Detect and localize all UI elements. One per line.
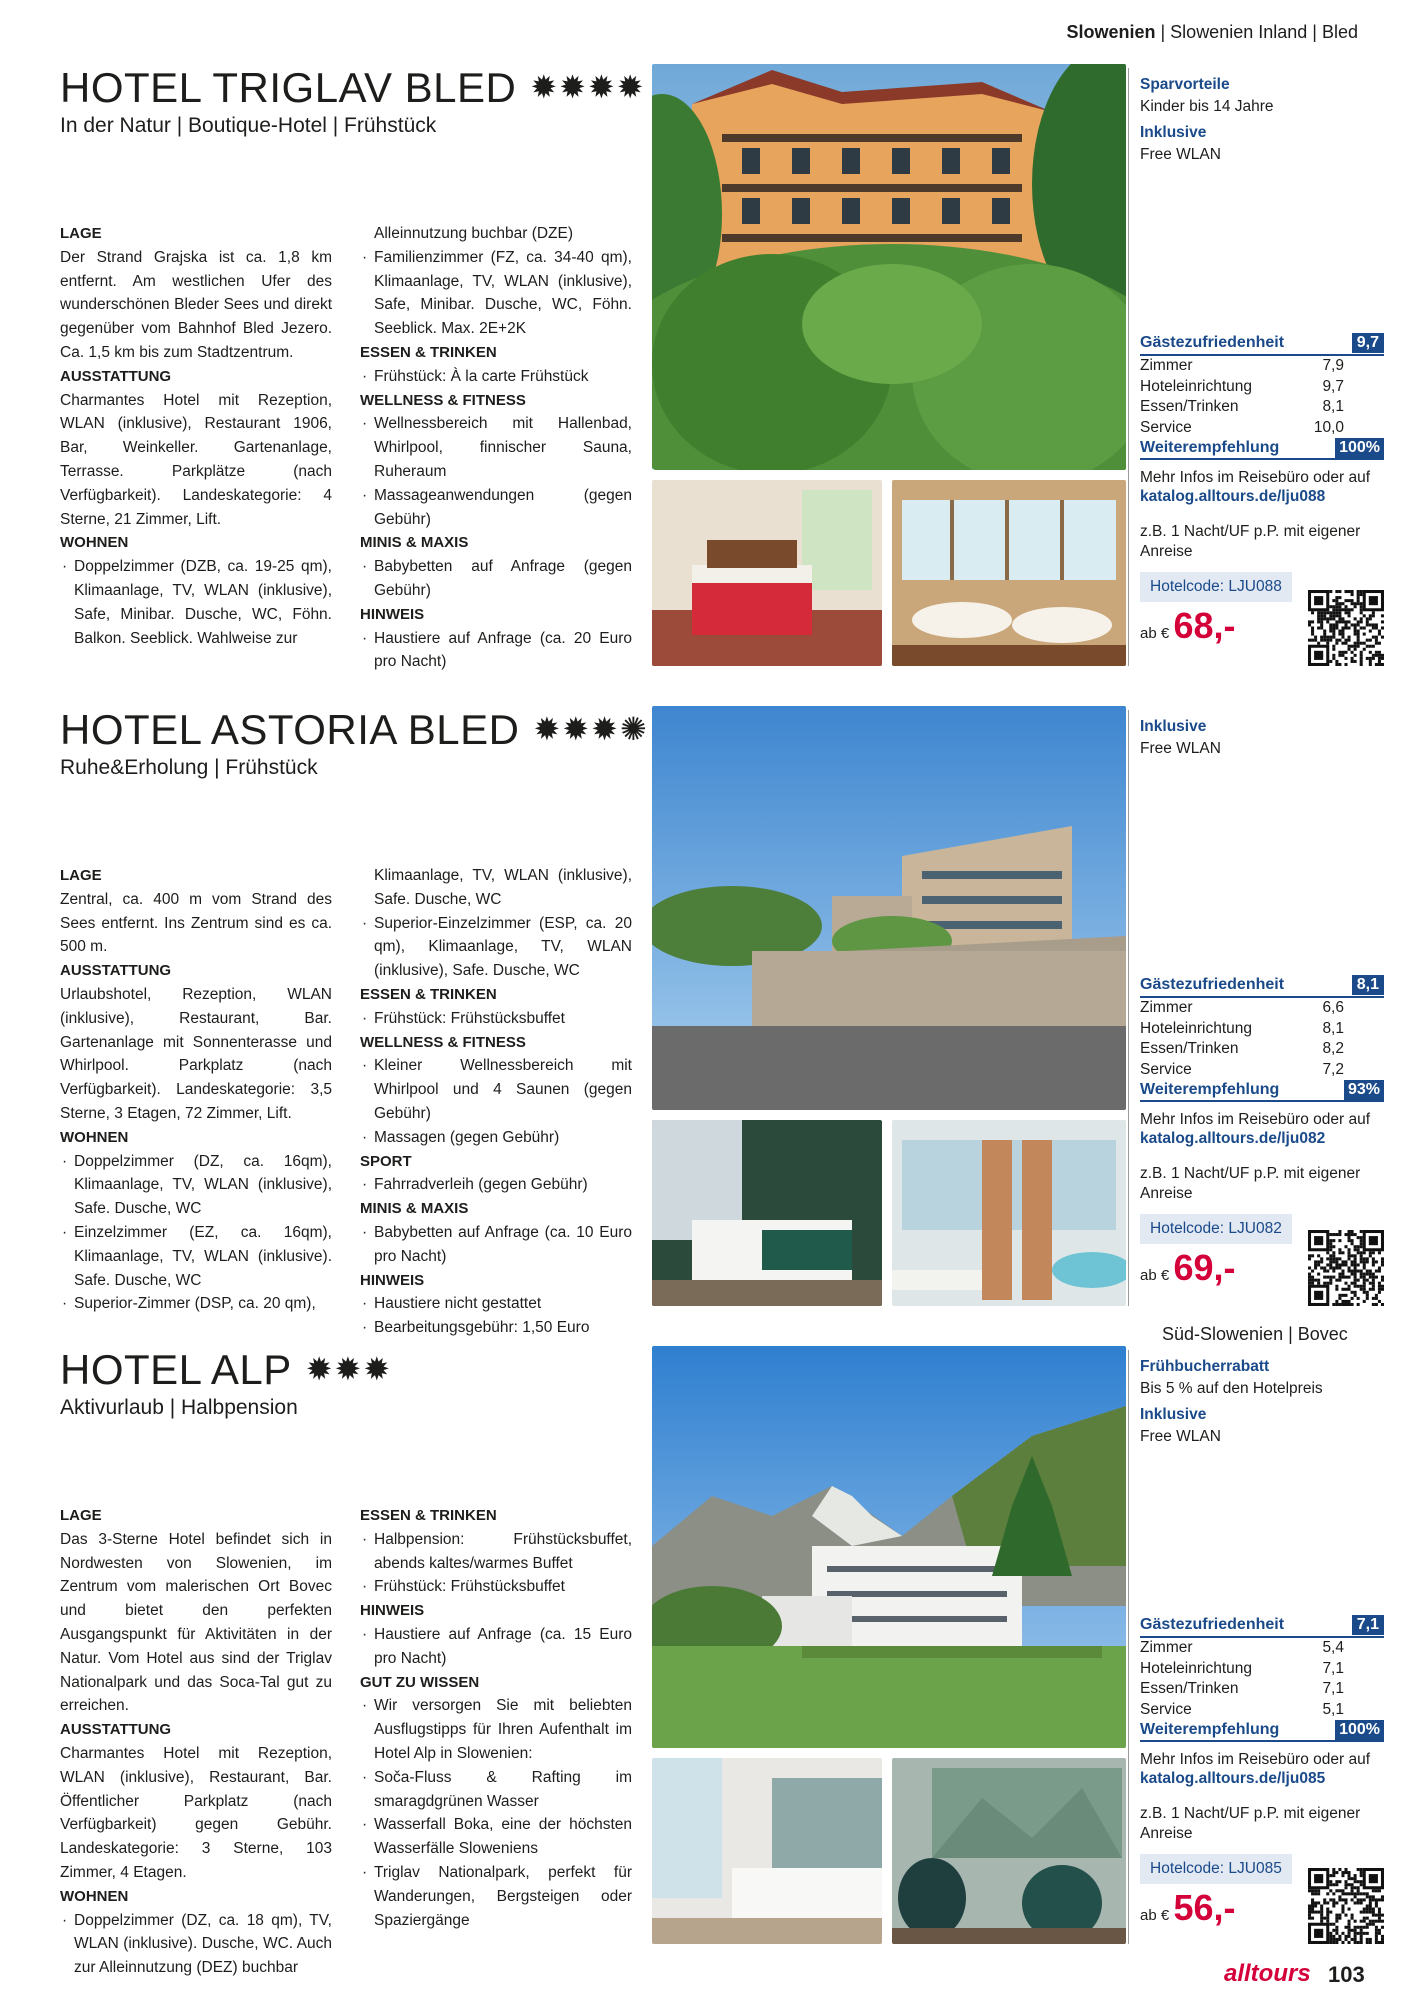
list-item: · Wir versorgen Sie mit beliebten Ausflugstipps für Ihren Aufenthalt im Hotel Alp in Slowenien: xyxy=(360,1694,632,1765)
list-item: · Massageanwendungen (gegen Gebühr) xyxy=(360,484,632,532)
section-heading: AUSSTATTUNG xyxy=(60,962,172,980)
list-item: · Halbpension: Frühstücksbuffet, abends kaltes/warmes Buffet xyxy=(360,1528,632,1576)
hotel-room-photo xyxy=(652,480,882,666)
side-features xyxy=(1140,716,1384,764)
section-heading: MINIS & MAXIS xyxy=(360,1200,469,1218)
list-item: · Haustiere nicht gestattet xyxy=(360,1292,632,1316)
region-label: Süd-Slowenien | Bovec xyxy=(1162,1324,1348,1344)
feature-title: Inklusive xyxy=(1140,1406,1207,1423)
side-divider xyxy=(1128,68,1129,666)
hotel-exterior-photo xyxy=(652,64,1126,470)
star-rating-icon: ✹✹✹✺ xyxy=(533,711,649,747)
qr-code-icon[interactable] xyxy=(1308,1230,1384,1306)
feature-value: Free WLAN xyxy=(1140,740,1221,757)
list-item: · Wasserfall Boka, eine der höchsten Wasserfälle Sloweniens xyxy=(360,1813,632,1861)
section-heading: ESSEN & TRINKEN xyxy=(360,1507,497,1524)
price: 68,- xyxy=(1173,605,1236,646)
price: 69,- xyxy=(1173,1247,1236,1288)
section-heading: WOHNEN xyxy=(60,1128,129,1146)
feature-value: Free WLAN xyxy=(1140,1428,1221,1445)
list-item: · Doppelzimmer (DZ, ca. 16qm), Klimaanlage, TV, WLAN (inklusive), Safe. Dusche, WC xyxy=(60,1150,332,1221)
description-column-2 xyxy=(360,1504,632,1932)
rating-box: Gästezufriedenheit 8,1 Zimmer 6,6 Hoteleinrichtung 8,1 Essen/Trinken 8,2 Service 7,2 Weiterempfehlung 93% Mehr Infos im Reisebüro oder auf katalog.alltours.de/lju082 z.B. 1 Nacht/UF p.P. mit eigener Anreise Hotelcode: LJU082 ab € 69,- xyxy=(1140,974,1384,1288)
list-item: · Haustiere auf Anfrage (ca. 15 Euro pro Nacht) xyxy=(360,1623,632,1671)
section-heading: AUSSTATTUNG xyxy=(60,1721,172,1739)
section-heading: LAGE xyxy=(60,867,102,884)
hotel-lounge-photo xyxy=(892,1758,1126,1944)
description-column-1 xyxy=(60,222,332,650)
section-heading: WELLNESS & FITNESS xyxy=(360,391,526,409)
list-item: · Superior-Einzelzimmer (ESP, ca. 20 qm), Klimaanlage, TV, WLAN (inklusive), Safe. Dusche, WC xyxy=(360,912,632,983)
catalog-link[interactable]: katalog.alltours.de/lju085 xyxy=(1140,1770,1326,1787)
hotel-exterior-photo xyxy=(652,1346,1126,1748)
brand-logo: alltours xyxy=(1224,1960,1311,1987)
hotel-room-photo xyxy=(652,1758,882,1944)
catalog-link[interactable]: katalog.alltours.de/lju082 xyxy=(1140,1130,1326,1147)
side-divider xyxy=(1128,1350,1129,1944)
side-divider xyxy=(1128,710,1129,1306)
breadcrumb-region: Slowenien Inland xyxy=(1170,22,1308,42)
section-heading: WOHNEN xyxy=(60,534,129,552)
feature-value: Free WLAN xyxy=(1140,146,1221,163)
list-item: · Bearbeitungsgebühr: 1,50 Euro xyxy=(360,1316,632,1340)
list-item: · Superior-Zimmer (DSP, ca. 20 qm), xyxy=(60,1292,332,1316)
qr-code-icon[interactable] xyxy=(1308,590,1384,666)
section-heading: HINWEIS xyxy=(360,1271,425,1289)
list-item: · Doppelzimmer (DZB, ca. 19-25 qm), Klimaanlage, TV, WLAN (inklusive), Safe, Minibar. Dusche, WC, Föhn. Balkon. Seeblick. Wahlweise zur xyxy=(60,555,332,650)
feature-title: Inklusive xyxy=(1140,124,1207,141)
section-heading: SPORT xyxy=(360,1152,412,1170)
paragraph: Charmantes Hotel mit Rezeption, WLAN (inklusive), Restaurant 1906, Bar, Weinkeller. Gartenanlage, Terrasse. Parkplätze (nach Verfügbarkeit). Landeskategorie: 4 Sterne, 21 Zimmer, Lift. xyxy=(60,391,332,528)
star-rating-icon: ✹✹✹✹ xyxy=(530,69,646,105)
paragraph: Der Strand Grajska ist ca. 1,8 km entfernt. Am westlichen Ufer des wunderschönen Bleder Sees und direkt gegenüber vom Bahnhof Bled Jezero. Ca. 1,5 km bis zum Stadtzentrum. xyxy=(60,248,332,361)
list-item: · Einzelzimmer (EZ, ca. 16qm), Klimaanlage, TV, WLAN (inklusive). Safe. Dusche, WC xyxy=(60,1221,332,1292)
page-number: 103 xyxy=(1328,1962,1365,1987)
hotel-title: HOTEL ASTORIA BLED ✹✹✹✺ xyxy=(60,706,649,753)
feature-title: Sparvorteile xyxy=(1140,76,1230,93)
section-heading: LAGE xyxy=(60,225,102,242)
hotel-code: Hotelcode: LJU088 xyxy=(1140,572,1292,602)
section-heading: AUSSTATTUNG xyxy=(60,367,172,385)
list-item: · Triglav Nationalpark, perfekt für Wanderungen, Bergsteigen oder Spaziergänge xyxy=(360,1861,632,1932)
total-score: 8,1 xyxy=(1352,975,1384,995)
section-heading: ESSEN & TRINKEN xyxy=(360,985,497,1003)
hotel-subtitle: In der Natur | Boutique-Hotel | Frühstück xyxy=(60,114,437,137)
list-item: · Babybetten auf Anfrage (ca. 10 Euro pro Nacht) xyxy=(360,1221,632,1269)
hotel-title: HOTEL ALP ✹✹✹ xyxy=(60,1346,393,1393)
list-item: · Haustiere auf Anfrage (ca. 20 Euro pro Nacht) xyxy=(360,627,632,675)
paragraph: Charmantes Hotel mit Rezeption, WLAN (inklusive), Restaurant, Bar. Öffentlicher Parkplatz (nach Verfügbarkeit) gegen Gebühr. Landeskategorie: 3 Sterne, 103 Zimmer, 4 Etagen. xyxy=(60,1744,332,1881)
list-item: · Frühstück: Frühstücksbuffet xyxy=(360,1007,632,1031)
list-item: · Familienzimmer (FZ, ca. 34-40 qm), Klimaanlage, TV, WLAN (inklusive), Safe, Minibar. Dusche, WC, Föhn. Seeblick. Max. 2E+2K xyxy=(360,246,632,341)
breadcrumb-city: Bled xyxy=(1321,22,1358,42)
breadcrumb: Slowenien | Slowenien Inland | Bled xyxy=(1066,22,1358,42)
feature-title: Inklusive xyxy=(1140,718,1207,735)
list-item: · Wellnessbereich mit Hallenbad, Whirlpool, finnischer Sauna, Ruheraum xyxy=(360,412,632,483)
list-item: · Massagen (gegen Gebühr) xyxy=(360,1126,632,1150)
description-column-1 xyxy=(60,864,332,1316)
list-item: · Kleiner Wellnessbereich mit Whirlpool und 4 Saunen (gegen Gebühr) xyxy=(360,1054,632,1125)
feature-value: Kinder bis 14 Jahre xyxy=(1140,98,1274,115)
hotel-subtitle: Ruhe&Erholung | Frühstück xyxy=(60,756,318,779)
hotel-title: HOTEL TRIGLAV BLED ✹✹✹✹ xyxy=(60,64,646,111)
list-item-continued: Klimaanlage, TV, WLAN (inklusive), Safe. Dusche, WC xyxy=(374,867,632,908)
section-heading: MINIS & MAXIS xyxy=(360,534,469,552)
section-heading: ESSEN & TRINKEN xyxy=(360,343,497,361)
catalog-link[interactable]: katalog.alltours.de/lju088 xyxy=(1140,488,1326,505)
breadcrumb-country: Slowenien xyxy=(1066,22,1156,42)
hotel-restaurant-photo xyxy=(892,480,1126,666)
hotel-code: Hotelcode: LJU085 xyxy=(1140,1854,1292,1884)
description-column-1 xyxy=(60,1504,332,1980)
list-item-continued: Alleinnutzung buchbar (DZE) xyxy=(374,225,574,242)
hotel-spa-photo xyxy=(892,1120,1126,1306)
star-rating-icon: ✹✹✹ xyxy=(305,1351,393,1387)
section-heading: LAGE xyxy=(60,1507,102,1524)
list-item: · Fahrradverleih (gegen Gebühr) xyxy=(360,1173,632,1197)
hotel-exterior-photo xyxy=(652,706,1126,1110)
side-features xyxy=(1140,1356,1384,1452)
section-heading: WELLNESS & FITNESS xyxy=(360,1033,526,1051)
description-column-2 xyxy=(360,864,632,1340)
side-features xyxy=(1140,74,1384,170)
paragraph: Urlaubshotel, Rezeption, WLAN (inklusive), Restaurant, Bar. Gartenanlage mit Sonnenterasse und Whirlpool. Parkplatz (nach Verfügbarkeit). Landeskategorie: 3,5 Sterne, 3 Etagen, 72 Zimmer, Lift. xyxy=(60,985,332,1122)
section-heading: HINWEIS xyxy=(360,605,425,623)
description-column-2 xyxy=(360,222,632,674)
paragraph: Zentral, ca. 400 m vom Strand des Sees entfernt. Ins Zentrum sind es ca. 500 m. xyxy=(60,890,332,956)
rating-box: Gästezufriedenheit 7,1 Zimmer 5,4 Hoteleinrichtung 7,1 Essen/Trinken 7,1 Service 5,1 Weiterempfehlung 100% Mehr Infos im Reisebüro oder auf katalog.alltours.de/lju085 z.B. 1 Nacht/UF p.P. mit eigener Anreise Hotelcode: LJU085 ab € 56,- xyxy=(1140,1614,1384,1928)
price: 56,- xyxy=(1173,1887,1236,1928)
feature-title: Frühbucherrabatt xyxy=(1140,1358,1270,1375)
section-heading: GUT ZU WISSEN xyxy=(360,1673,480,1691)
qr-code-icon[interactable] xyxy=(1308,1868,1384,1944)
list-item: · Babybetten auf Anfrage (gegen Gebühr) xyxy=(360,555,632,603)
rating-box: Gästezufriedenheit 9,7 Zimmer 7,9 Hoteleinrichtung 9,7 Essen/Trinken 8,1 Service 10,0 Weiterempfehlung 100% Mehr Infos im Reisebüro oder auf katalog.alltours.de/lju088 z.B. 1 Nacht/UF p.P. mit eigener Anreise Hotelcode: LJU088 ab € 68,- xyxy=(1140,332,1384,646)
list-item: · Frühstück: À la carte Frühstück xyxy=(360,365,632,389)
paragraph: Das 3-Sterne Hotel befindet sich in Nordwesten von Slowenien, im Zentrum vom malerischen Ort Bovec und bietet den perfekten Ausgangspunkt für Aktivitäten in der Natur. Vom Hotel aus sind der Triglav Nationalpark und das Soca-Tal gut zu erreichen. xyxy=(60,1530,332,1715)
hotel-subtitle: Aktivurlaub | Halbpension xyxy=(60,1396,298,1419)
feature-value: Bis 5 % auf den Hotelpreis xyxy=(1140,1380,1323,1397)
hotel-room-photo xyxy=(652,1120,882,1306)
section-heading: HINWEIS xyxy=(360,1602,425,1620)
hotel-code: Hotelcode: LJU082 xyxy=(1140,1214,1292,1244)
list-item: · Frühstück: Frühstücksbuffet xyxy=(360,1575,632,1599)
list-item: · Soča-Fluss & Rafting im smaragdgrünen Wasser xyxy=(360,1766,632,1814)
total-score: 9,7 xyxy=(1352,333,1384,353)
list-item: · Doppelzimmer (DZ, ca. 18 qm), TV, WLAN (inklusive). Dusche, WC. Auch zur Alleinnutzung (DEZ) buchbar xyxy=(60,1909,332,1980)
total-score: 7,1 xyxy=(1352,1615,1384,1635)
section-heading: WOHNEN xyxy=(60,1887,129,1905)
